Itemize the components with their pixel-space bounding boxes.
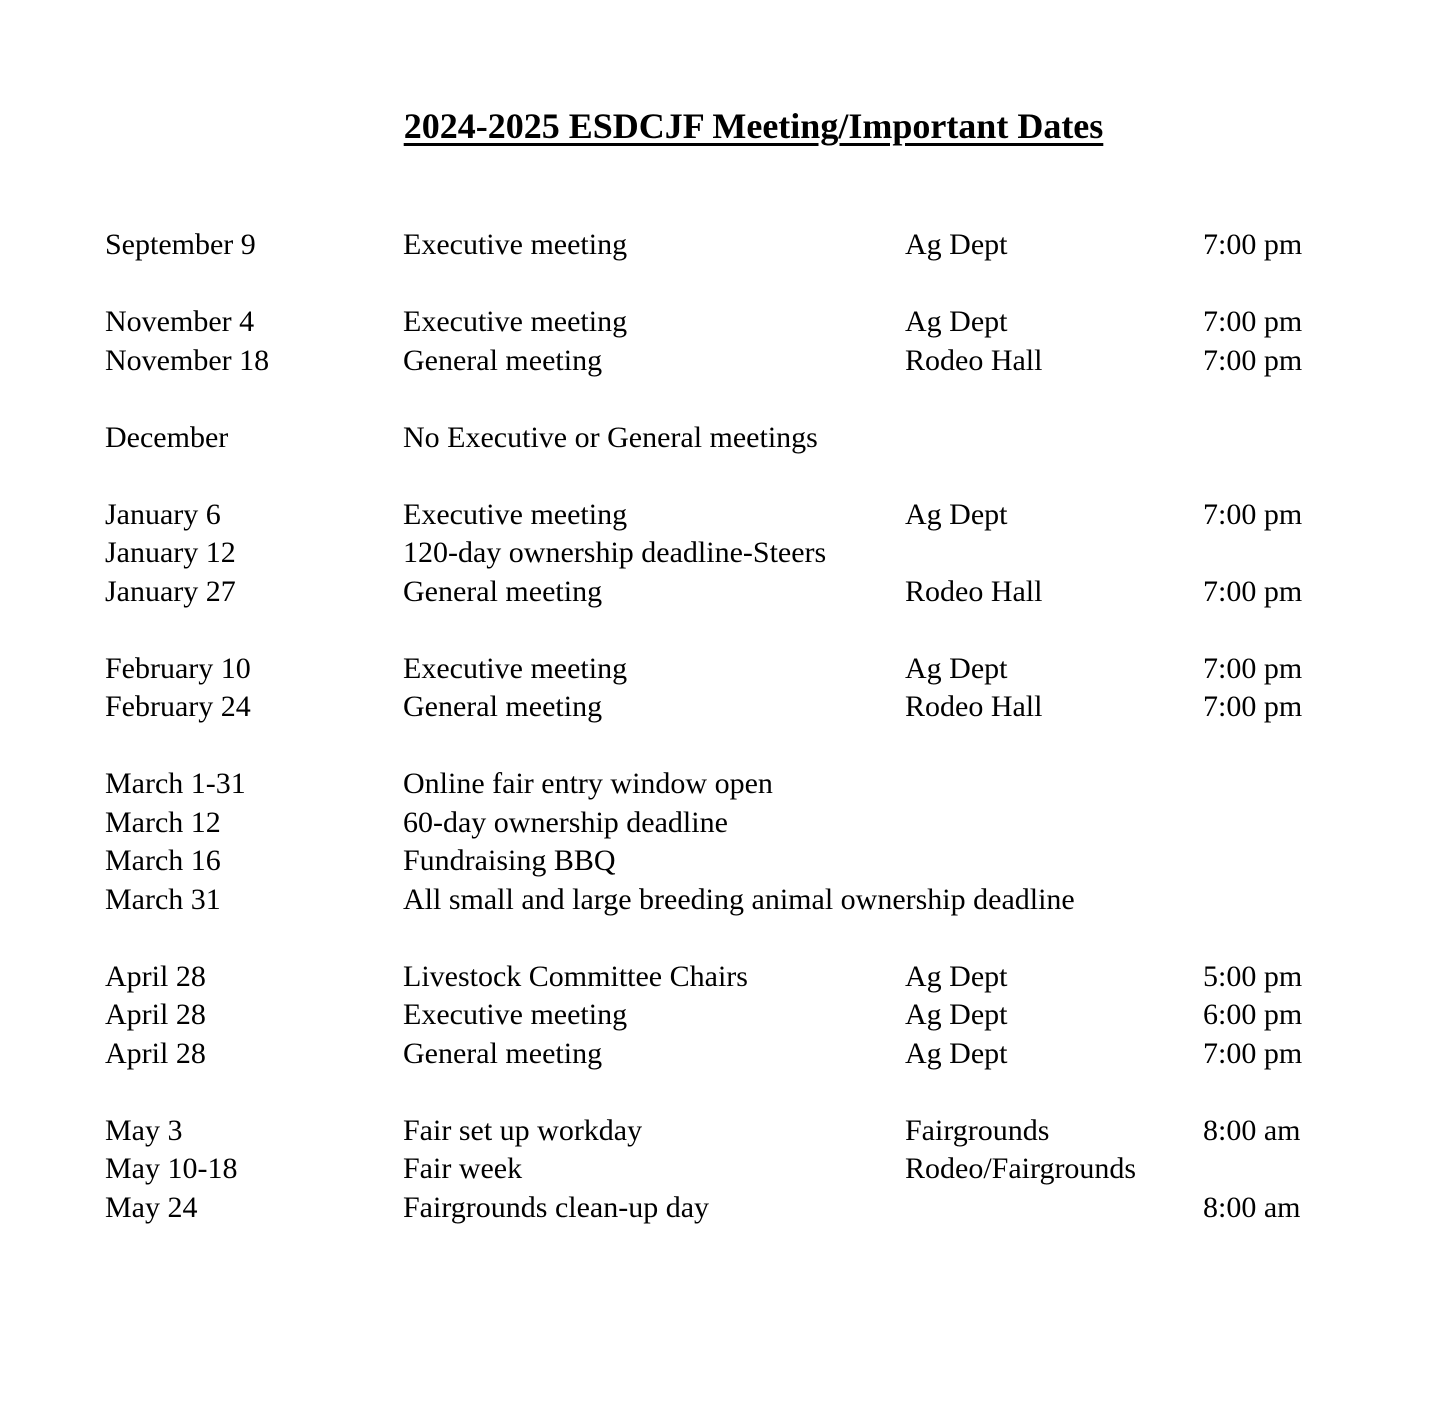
row-location: Ag Dept [905,998,1008,1031]
schedule-row [105,688,1402,727]
row-time: 7:00 pm [1203,305,1303,338]
row-date: January 27 [105,574,236,608]
row-date: September 9 [105,228,256,261]
row-event: General meeting [403,1036,603,1070]
schedule-row [105,1150,1402,1189]
row-location [905,804,1203,843]
row-event: Fairgrounds clean-up day [403,1190,710,1224]
row-date: November 18 [105,343,270,377]
row-date: March 31 [105,882,221,916]
row-location [905,881,1203,920]
schedule-row [105,496,1402,535]
row-time: 7:00 pm [1203,228,1303,261]
row-event: Executive meeting [403,651,628,685]
schedule-row [105,226,1402,265]
row-location: Fairgrounds [905,1113,1050,1147]
row-time: 8:00 am [1203,1190,1301,1224]
row-date: May 10-18 [105,1152,238,1185]
row-location: Rodeo/Fairgrounds [905,1152,1137,1185]
row-time: 8:00 am [1203,1113,1301,1147]
row-time: 7:00 pm [1203,497,1303,531]
schedule-row [105,1035,1402,1074]
row-time: 7:00 pm [1203,690,1303,723]
schedule-row [105,842,1402,881]
row-event: General meeting [403,690,603,723]
row-event: 60-day ownership deadline [403,805,728,839]
row-date: December [105,420,229,454]
schedule-row [105,881,1402,920]
schedule-row [105,534,1402,573]
row-time [1203,842,1402,881]
schedule-row [105,1112,1402,1151]
group-spacer [105,727,1402,766]
row-event: Executive meeting [403,305,628,338]
schedule-row [105,303,1402,342]
row-location [905,842,1203,881]
row-location: Rodeo Hall [905,690,1043,723]
document-title: 2024-2025 ESDCJF Meeting/Important Dates [403,106,1104,146]
row-location [905,534,1203,573]
row-date: February 10 [105,651,251,685]
row-date: February 24 [105,690,251,723]
row-date: March 12 [105,805,221,839]
row-time [1203,419,1402,458]
group-spacer [105,265,1402,304]
schedule-row [105,958,1402,997]
row-time: 7:00 pm [1203,574,1303,608]
row-event: Executive meeting [403,228,628,261]
row-time [1203,765,1402,804]
row-location: Ag Dept [905,1036,1008,1070]
schedule-row [105,996,1402,1035]
row-date: January 12 [105,536,236,569]
row-time: 6:00 pm [1203,998,1303,1031]
row-event: Fundraising BBQ [403,844,616,877]
row-time: 7:00 pm [1203,343,1303,377]
schedule-row [105,804,1402,843]
row-date: November 4 [105,305,255,338]
row-location: Ag Dept [905,497,1008,531]
schedule-row [105,765,1402,804]
group-spacer [105,1073,1402,1112]
row-event: Online fair entry window open [403,767,773,800]
row-time: 5:00 pm [1203,959,1303,993]
row-time [1203,804,1402,843]
schedule-row [105,342,1402,381]
row-location: Rodeo Hall [905,343,1043,377]
group-spacer [105,919,1402,958]
row-location: Ag Dept [905,959,1008,993]
row-time: 7:00 pm [1203,1036,1303,1070]
schedule-row [105,650,1402,689]
schedule-row [105,1189,1402,1228]
row-date: April 28 [105,1036,206,1070]
row-location [905,419,1203,458]
row-time [1203,534,1402,573]
schedule-row [105,419,1402,458]
group-spacer [105,457,1402,496]
row-location: Ag Dept [905,305,1008,338]
row-event: Fair week [403,1152,523,1185]
row-event: Fair set up workday [403,1113,643,1147]
row-date: May 3 [105,1113,183,1147]
row-location: Ag Dept [905,651,1008,685]
row-date: March 16 [105,844,221,877]
row-time [1203,881,1402,920]
group-spacer [105,611,1402,650]
row-date: March 1-31 [105,767,246,800]
row-date: January 6 [105,497,221,531]
row-location [905,765,1203,804]
group-spacer [105,380,1402,419]
row-event: 120-day ownership deadline-Steers [403,536,827,569]
row-date: April 28 [105,998,206,1031]
row-event: General meeting [403,343,603,377]
row-event: No Executive or General meetings [403,420,818,454]
row-time [1203,1150,1402,1189]
row-event: All small and large breeding animal ownership deadline [403,882,1075,916]
schedule-table [105,226,1402,1227]
schedule-row [105,573,1402,612]
row-event: Executive meeting [403,497,628,531]
row-time: 7:00 pm [1203,651,1303,685]
row-location [905,1189,1203,1228]
row-event: Livestock Committee Chairs [403,959,748,993]
row-event: Executive meeting [403,998,628,1031]
row-event: General meeting [403,574,603,608]
row-location: Ag Dept [905,228,1008,261]
row-date: April 28 [105,959,206,993]
row-location: Rodeo Hall [905,574,1043,608]
row-date: May 24 [105,1190,198,1224]
